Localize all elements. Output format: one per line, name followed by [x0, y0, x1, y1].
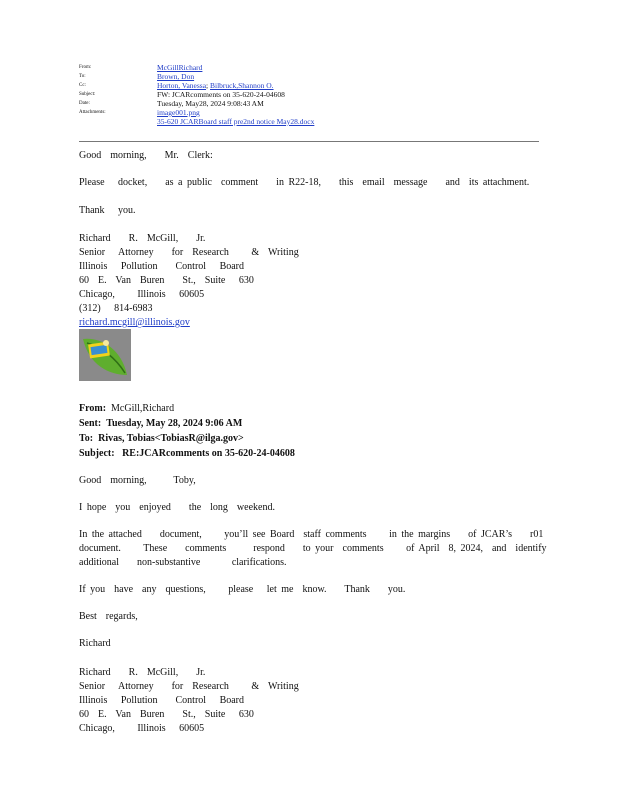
- message-thanks: Thank you.: [79, 205, 136, 216]
- signature-2-name: Richard R. McGill, Jr.: [79, 667, 206, 678]
- forwarded-subject-label: Subject:: [79, 448, 115, 459]
- board-logo: [79, 329, 131, 381]
- header-subject-value: FW: JCARcomments on 35-620-24-04608: [157, 90, 285, 99]
- attachment-link-image[interactable]: image001.png: [157, 108, 200, 117]
- signature-name: Richard R. McGill, Jr.: [79, 233, 206, 244]
- header-cc-label: Cc:: [79, 83, 86, 88]
- message-2-para-line2: document. These comments respond to your comments of April 8, 2024, and identify: [79, 543, 547, 554]
- forwarded-from-value: McGill,Richard: [111, 403, 175, 414]
- header-cc-row: [79, 81, 314, 90]
- email-header: [79, 63, 314, 126]
- signature-2-org: Illinois Pollution Control Board: [79, 695, 245, 706]
- message-greeting: Good morning, Mr. Clerk:: [79, 150, 213, 161]
- header-subject-row: [79, 90, 314, 99]
- forwarded-sent-value: Tuesday, May 28, 2024 9:06 AM: [106, 418, 243, 429]
- forwarded-subject-row: [79, 446, 295, 461]
- message-2-signoff: Richard: [79, 638, 111, 649]
- forwarded-sent-label: Sent:: [79, 418, 102, 429]
- message-2-greeting: Good morning, Toby,: [79, 475, 196, 486]
- forwarded-from-label: From:: [79, 403, 107, 414]
- attachment-link-docx[interactable]: 35-620 JCARBoard staff pre2nd notice May28.docx: [157, 117, 315, 126]
- header-to-row: [79, 72, 314, 81]
- forwarded-subject-value: RE:JCARcomments on 35-620-24-04608: [122, 448, 295, 459]
- signature-block-2: [79, 666, 299, 736]
- signature-org: Illinois Pollution Control Board: [79, 261, 245, 272]
- signature-2-city: Chicago, Illinois 60605: [79, 723, 205, 734]
- message-body: Please docket, as a public comment in R22-18, this email message and its attachment.: [79, 177, 530, 188]
- forwarded-to-label: To:: [79, 433, 94, 444]
- header-from-label: From:: [79, 65, 92, 70]
- signature-2-street: 60 E. Van Buren St., Suite 630: [79, 709, 254, 720]
- header-from-row: [79, 63, 314, 72]
- header-cc-separator: ;: [206, 81, 210, 90]
- message-2-para-line3: additional non-substantive clarifications.: [79, 557, 287, 568]
- signature-email-link[interactable]: richard.mcgill@illinois.gov: [79, 317, 190, 328]
- header-date-value: Tuesday, May28, 2024 9:08:43 AM: [157, 99, 264, 108]
- header-divider: [79, 141, 539, 142]
- forwarded-to-row: [79, 431, 295, 446]
- message-2-para-line1: In the attached document, you’ll see Board staff comments in the margins of JCAR’s r01: [79, 529, 544, 540]
- header-subject-label: Subject:: [79, 92, 96, 97]
- header-to-link[interactable]: Brown, Don: [157, 72, 195, 81]
- header-cc-link-2[interactable]: Bilbruck,Shannon O.: [210, 81, 274, 90]
- header-cc-link-1[interactable]: Horton, Vanessa: [157, 81, 207, 90]
- leaf-logo-icon: [79, 329, 131, 381]
- forwarded-header: [79, 401, 295, 461]
- signature-title: Senior Attorney for Research & Writing: [79, 247, 299, 258]
- header-date-row: [79, 99, 314, 108]
- signature-2-title: Senior Attorney for Research & Writing: [79, 681, 299, 692]
- header-from-link[interactable]: McGillRichard: [157, 63, 203, 72]
- forwarded-to-value: Rivas, Tobias<TobiasR@ilga.gov>: [98, 433, 244, 444]
- signature-block-1: [79, 232, 299, 330]
- header-to-label: To:: [79, 74, 86, 79]
- message-2-closing: Best regards,: [79, 611, 138, 622]
- signature-street: 60 E. Van Buren St., Suite 630: [79, 275, 254, 286]
- message-2-line1: I hope you enjoyed the long weekend.: [79, 502, 275, 513]
- forwarded-from-row: [79, 401, 295, 416]
- signature-city: Chicago, Illinois 60605: [79, 289, 205, 300]
- forwarded-sent-row: [79, 416, 295, 431]
- message-2-questions: If you have any questions, please let me know. Thank you.: [79, 584, 406, 595]
- header-attachments-row-2: [79, 117, 314, 126]
- header-attachments-label: Attachments:: [79, 110, 106, 115]
- signature-phone: (312) 814-6983: [79, 303, 153, 314]
- header-date-label: Date:: [79, 101, 90, 106]
- header-attachments-row: [79, 108, 314, 117]
